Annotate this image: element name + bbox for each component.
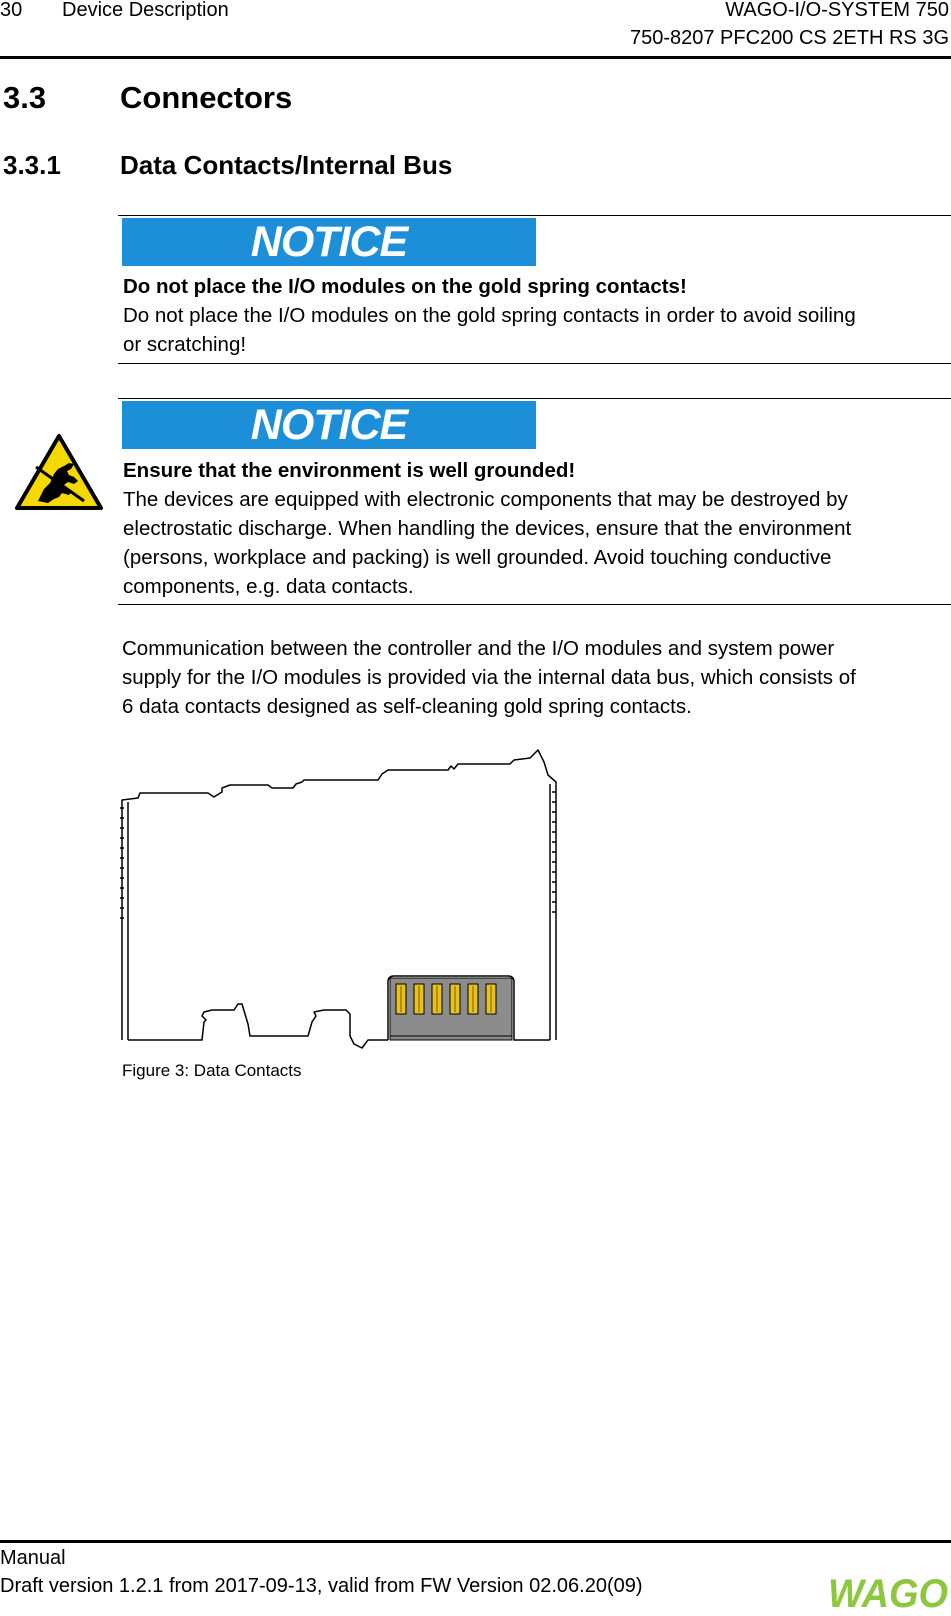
notice-top-rule <box>118 215 951 216</box>
notice-title: Do not place the I/O modules on the gold spring contacts! <box>123 275 687 298</box>
product-line: WAGO-I/O-SYSTEM 750 <box>725 0 949 21</box>
product-model: 750-8207 PFC200 CS 2ETH RS 3G <box>629 27 949 49</box>
page-number: 30 <box>0 0 23 21</box>
notice-bottom-rule <box>118 363 951 364</box>
notice-label: NOTICE <box>250 217 408 266</box>
notice-text-line: (persons, workplace and packing) is well grounded. Avoid touching conductive <box>123 546 832 569</box>
figure-caption: Figure 3: Data Contacts <box>122 1061 302 1080</box>
body-text-line: supply for the I/O modules is provided via the internal data bus, which consists of <box>122 666 856 689</box>
body-text-line: 6 data contacts designed as self-cleaning gold spring contacts. <box>122 695 692 718</box>
heading-title-1: Connectors <box>120 80 293 115</box>
notice-label-bar <box>122 218 536 266</box>
body-text-line: Communication between the controller and the I/O modules and system power <box>122 637 835 660</box>
header-rule <box>0 56 951 59</box>
notice-title: Ensure that the environment is well grounded! <box>123 459 576 482</box>
heading-number-1: 3.3 <box>3 80 47 115</box>
notice-bottom-rule <box>118 604 951 605</box>
footer-draft-version: Draft version 1.2.1 from 2017-09-13, valid from FW Version 02.06.20(09) <box>0 1575 643 1597</box>
data-contacts-figure <box>118 740 568 1050</box>
notice-text-line: Do not place the I/O modules on the gold spring contacts in order to avoid soiling <box>123 304 856 327</box>
footer-rule <box>0 1540 951 1543</box>
notice-text-line: The devices are equipped with electronic components that may be destroyed by <box>123 488 848 511</box>
wago-logo <box>826 1574 950 1612</box>
esd-warning-icon <box>14 433 104 511</box>
notice-label-bar <box>122 401 536 449</box>
heading-title-2: Data Contacts/Internal Bus <box>120 150 453 180</box>
notice-text-line: or scratching! <box>123 333 247 356</box>
notice-text-line: electrostatic discharge. When handling the devices, ensure that the environment <box>123 517 852 540</box>
notice-top-rule <box>118 398 951 399</box>
notice-label: NOTICE <box>250 400 408 449</box>
footer-manual: Manual <box>0 1547 66 1569</box>
notice-text-line: components, e.g. data contacts. <box>123 575 414 598</box>
section-name: Device Description <box>62 0 229 21</box>
heading-number-2: 3.3.1 <box>3 150 61 180</box>
svg-text:WAGO: WAGO <box>828 1574 948 1612</box>
